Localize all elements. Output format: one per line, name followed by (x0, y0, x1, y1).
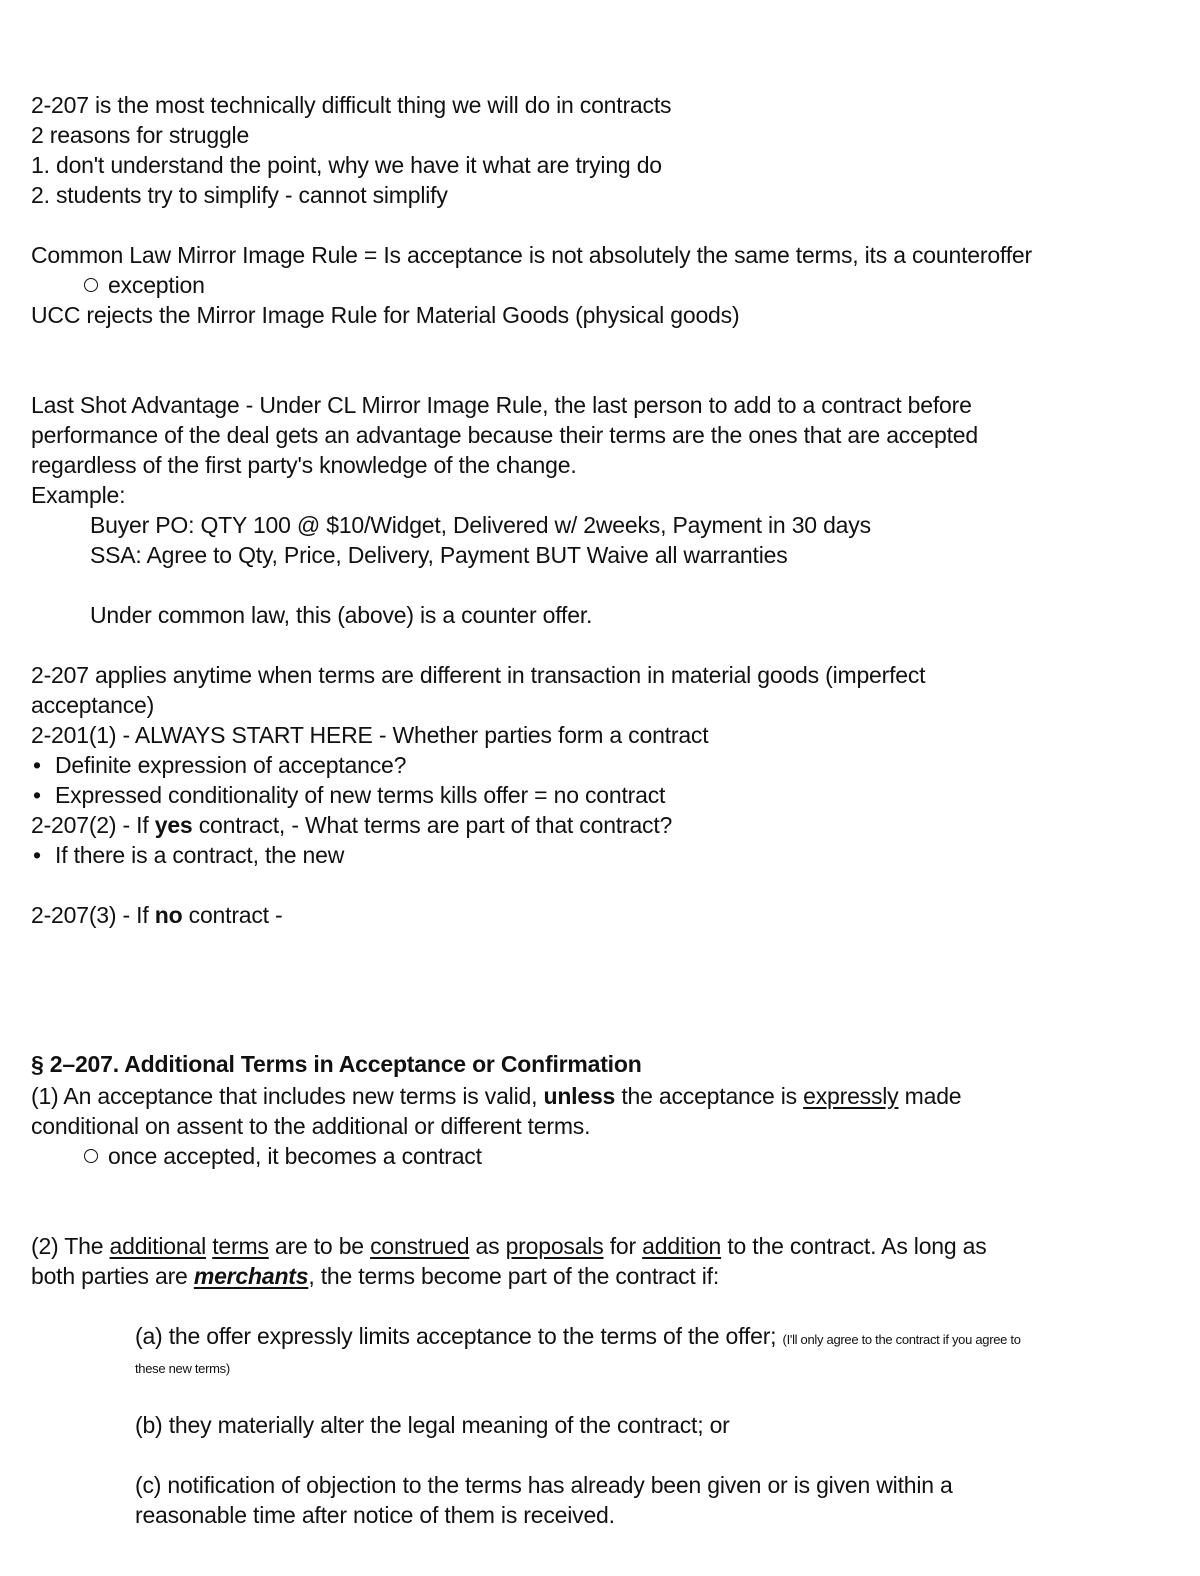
counter-offer-note: Under common law, this (above) is a counter offer. (90, 602, 593, 628)
intro-line-2: 2 reasons for struggle (31, 122, 250, 148)
s207-3-suffix: contract - (182, 902, 283, 928)
intro-line-3: 1. don't understand the point, why we have it what are trying do (31, 152, 662, 178)
p1-unless: unless (543, 1083, 616, 1109)
statute-p2-line1 (31, 1231, 987, 1261)
intro-line-4: 2. students try to simplify - cannot simplify (31, 182, 448, 208)
p2-for: for (603, 1233, 643, 1259)
p1-text-a: (1) An acceptance that includes new terms is valid, (31, 1083, 544, 1109)
item-a-text: (a) the offer expressly limits acceptance to the terms of the offer; (135, 1323, 783, 1349)
statute-item-b: (b) they materially alter the legal meaning of the contract; or (135, 1412, 730, 1438)
bullet-definite-text: Definite expression of acceptance? (55, 752, 407, 778)
p2-terms: terms (212, 1233, 269, 1259)
statute-item-a (135, 1321, 1021, 1355)
p2-line2-a: both parties are (31, 1263, 194, 1289)
statute-heading: § 2–207. Additional Terms in Acceptance or Confirmation (31, 1051, 642, 1077)
ssa-line: SSA: Agree to Qty, Price, Delivery, Payment BUT Waive all warranties (90, 542, 788, 568)
applies-line-2: acceptance) (31, 692, 155, 718)
statute-item-c-line2: reasonable time after notice of them is received. (135, 1502, 615, 1528)
bullet-expressed (31, 780, 665, 810)
mirror-image-rule: Common Law Mirror Image Rule = Is acceptance is not absolutely the same terms, its a counteroffer (31, 242, 1032, 268)
intro-line-1: 2-207 is the most technically difficult thing we will do in contracts (31, 92, 672, 118)
section-207-3 (31, 900, 283, 930)
last-shot-line-1: Last Shot Advantage - Under CL Mirror Image Rule, the last person to add to a contract before (31, 392, 972, 418)
statute-p2-line2 (31, 1261, 719, 1291)
p2-text-a: (2) The (31, 1233, 110, 1259)
statute-p1-line1 (31, 1081, 961, 1111)
example-label: Example: (31, 482, 126, 508)
p1-text-b: the acceptance is (615, 1083, 804, 1109)
bullet-dot-icon: • (33, 752, 41, 778)
p2-line2-b: , the terms become part of the contract if: (308, 1263, 720, 1289)
exception-text: exception (108, 272, 205, 298)
s207-2-prefix: 2-207(2) - If (31, 812, 155, 838)
ucc-rejects: UCC rejects the Mirror Image Rule for Material Goods (physical goods) (31, 302, 740, 328)
s207-2-suffix: contract, - What terms are part of that contract? (192, 812, 673, 838)
statute-p1-note (84, 1141, 482, 1171)
last-shot-line-3: regardless of the first party's knowledge of the change. (31, 452, 577, 478)
bullet-expressed-text: Expressed conditionality of new terms kills offer = no contract (55, 782, 666, 808)
bullet-dot-icon: • (33, 842, 41, 868)
buyer-po: Buyer PO: QTY 100 @ $10/Widget, Delivered w/ 2weeks, Payment in 30 days (90, 512, 871, 538)
hollow-bullet-icon (84, 278, 98, 292)
applies-line-1: 2-207 applies anytime when terms are different in transaction in material goods (imperfect (31, 662, 926, 688)
bullet-dot-icon: • (33, 782, 41, 808)
bullet-if-contract-text: If there is a contract, the new (55, 842, 345, 868)
last-shot-line-2: performance of the deal gets an advantage because their terms are the ones that are accepted (31, 422, 978, 448)
item-a-note-1: (I'll only agree to the contract if you agree to (782, 1332, 1021, 1347)
bullet-if-contract (31, 840, 344, 870)
p2-merchants: merchants (193, 1263, 309, 1289)
exception-item (84, 270, 205, 300)
p2-construed: construed (370, 1233, 470, 1259)
s207-3-no: no (154, 902, 183, 928)
p2-additional: additional (109, 1233, 206, 1259)
p1-note-text: once accepted, it becomes a contract (108, 1143, 482, 1169)
section-201-title: 2-201(1) - ALWAYS START HERE - Whether parties form a contract (31, 722, 709, 748)
p2-text-b: are to be (268, 1233, 371, 1259)
p2-proposals: proposals (505, 1233, 604, 1259)
p1-expressly: expressly (803, 1083, 899, 1109)
s207-3-prefix: 2-207(3) - If (31, 902, 155, 928)
hollow-bullet-icon (84, 1149, 98, 1163)
item-a-note-2: these new terms) (135, 1361, 230, 1376)
s207-2-yes: yes (154, 812, 193, 838)
p2-addition: addition (642, 1233, 722, 1259)
bullet-definite (31, 750, 406, 780)
statute-item-c-line1: (c) notification of objection to the terms has already been given or is given within a (135, 1472, 953, 1498)
p2-as: as (469, 1233, 506, 1259)
statute-p1-line2: conditional on assent to the additional or different terms. (31, 1113, 591, 1139)
p2-text-c: to the contract. As long as (721, 1233, 987, 1259)
section-207-2 (31, 810, 672, 840)
p1-text-c: made (898, 1083, 962, 1109)
